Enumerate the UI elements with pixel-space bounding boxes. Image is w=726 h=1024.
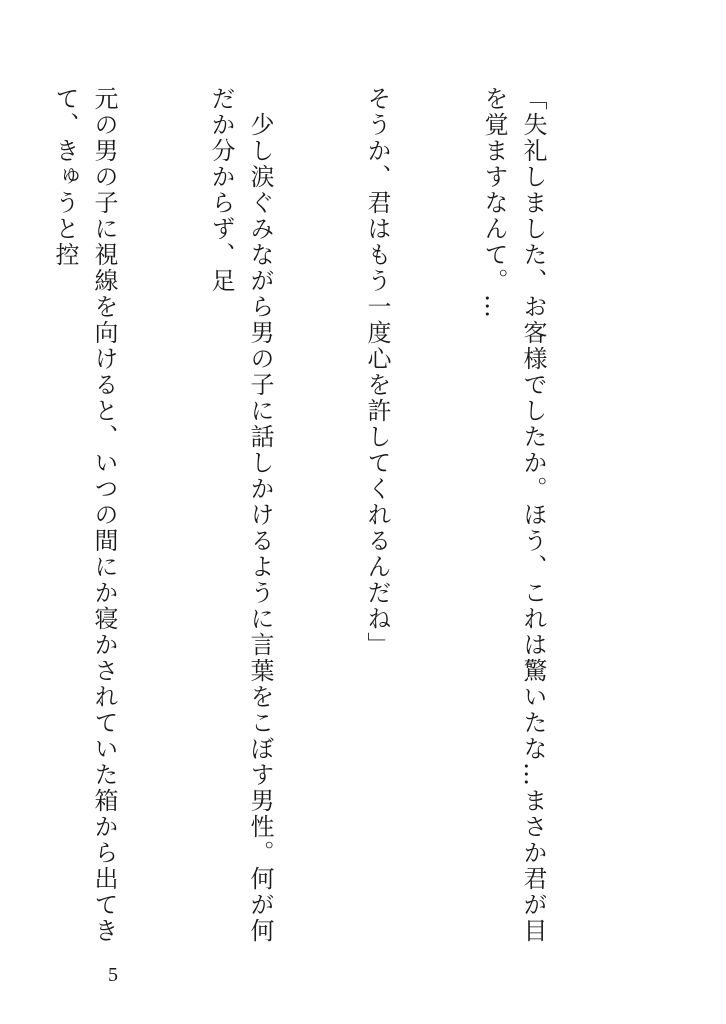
vertical-body-text (0, 86, 630, 966)
text-line: 少し涙ぐみながら男の子に話しかけるように言葉をこぼす男性。何が何だか分からず、足 (207, 86, 274, 944)
page-number: 5 (108, 964, 118, 986)
text-line: 元の男の子に視線を向けると、いつの間にか寝かされていた箱から出てきて、きゅうと控 (51, 86, 118, 944)
text-line: そうか、君はもう一度心を許してくれるんだね」 (363, 86, 391, 658)
text-line: 「失礼しました、お客様でしたか。ほう、これは驚いたな…まさか君が目を覚ますなんて。… (480, 86, 547, 944)
